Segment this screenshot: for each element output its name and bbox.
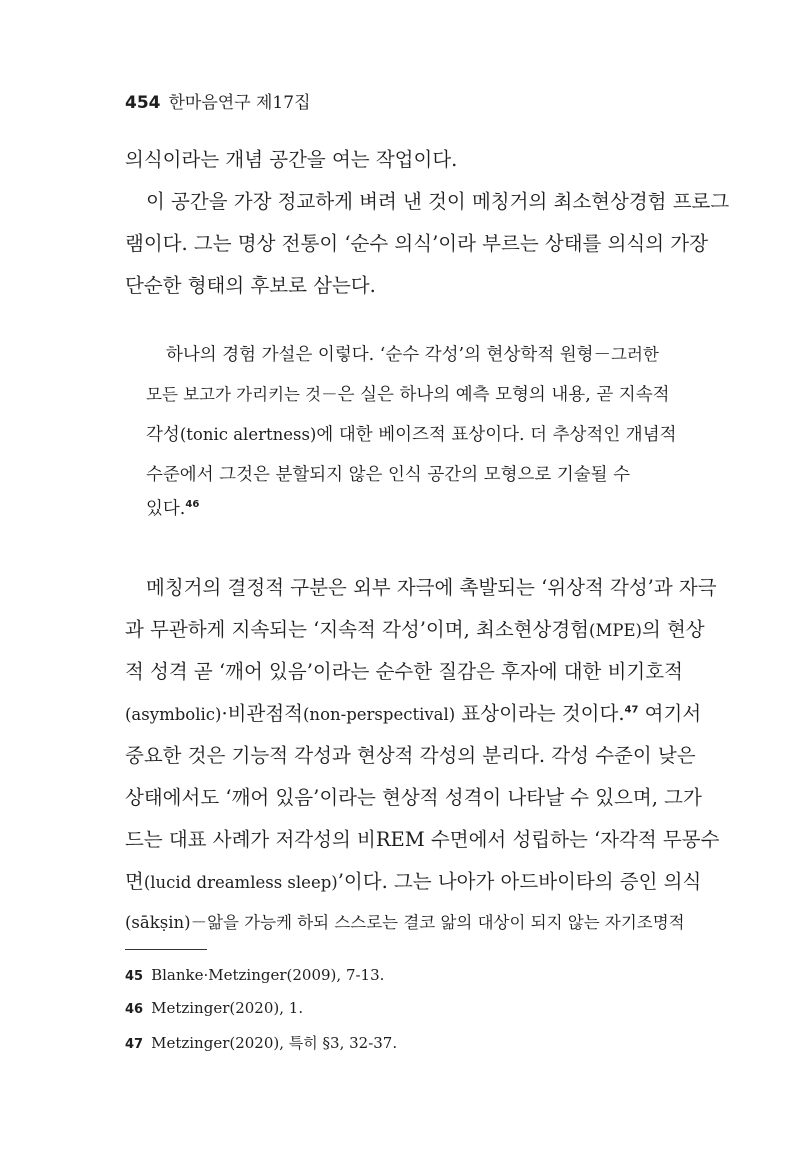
quote-text: 있다. — [146, 499, 186, 519]
footnote-number: 45 — [125, 969, 144, 984]
quote-line — [146, 501, 199, 519]
body-text: 표상이라는 것이다. — [455, 702, 625, 725]
journal-title: 한마음연구 제17집 — [168, 93, 311, 113]
abbreviation: (MPE) — [589, 621, 642, 640]
footnote-number: 47 — [125, 1037, 144, 1052]
page-number: 454 — [125, 93, 161, 113]
term: (non-perspectival) — [303, 705, 456, 724]
body-line: 단순한 형태의 후보로 삼는다. — [125, 274, 376, 297]
footnote-number: 46 — [125, 1002, 144, 1017]
body-line: 적 성격 곧 ‘깨어 있음’이라는 순수한 질감은 후자에 대한 비기호적 — [125, 660, 683, 683]
body-line — [125, 872, 701, 892]
body-line — [125, 620, 705, 640]
body-text: ·비관점적 — [221, 702, 303, 725]
body-line: 메칭거의 결정적 구분은 외부 자극에 촉발되는 ‘위상적 각성’과 자극 — [146, 576, 717, 599]
quote-line — [166, 347, 659, 365]
body-text: ’이다. 그는 나아가 아드바이타의 증인 의식 — [337, 870, 702, 893]
quote-term: (tonic alertness) — [179, 425, 317, 444]
quote-line — [146, 427, 677, 445]
body-line — [125, 704, 701, 724]
quote-text: 에 대한 베이즈적 표상이다. 더 추상적인 개념적 — [316, 425, 677, 445]
body-text: 면 — [125, 870, 144, 893]
running-header — [125, 88, 311, 113]
body-text: 여기서 — [638, 702, 702, 725]
term: (lucid dreamless sleep) — [143, 873, 338, 892]
footnote-ref: 46 — [185, 499, 200, 511]
footnote — [125, 1032, 397, 1053]
term: (asymbolic) — [125, 705, 222, 724]
quote-text: 하나의 경험 가설은 이렇다. ‘순수 각성’의 현상학적 원형－ — [166, 345, 612, 365]
footnote-rule — [125, 949, 207, 950]
quote-line: 수준에서 그것은 분할되지 않은 인식 공간의 모형으로 기술될 수 — [146, 465, 631, 485]
quote-text-small: 그러한 — [611, 345, 659, 364]
body-text-small: －앎을 가능케 하되 스스로는 결코 앎의 대상이 되지 않는 자기조명적 — [190, 913, 685, 932]
footnote-text: Metzinger(2020), 특히 §3, 32-37. — [151, 1034, 398, 1052]
footnote-text: Blanke·Metzinger(2009), 7-13. — [151, 966, 385, 984]
quote-text: 은 실은 하나의 예측 모형의 내용, 곧 지속적 — [337, 385, 670, 405]
footnote — [125, 999, 303, 1017]
quote-text: 각성 — [146, 425, 180, 445]
quote-text-small: 모든 보고가 가리키는 것－ — [146, 385, 338, 404]
body-line: 중요한 것은 기능적 각성과 현상적 각성의 분리다. 각성 수준이 낮은 — [125, 744, 696, 767]
body-line: 상태에서도 ‘깨어 있음’이라는 현상적 성격이 나타날 수 있으며, 그가 — [125, 786, 702, 809]
body-line: 의식이라는 개념 공간을 여는 작업이다. — [125, 148, 458, 171]
body-text: 과 무관하게 지속되는 ‘지속적 각성’이며, 최소현상경험 — [125, 618, 590, 641]
footnote-text: Metzinger(2020), 1. — [151, 999, 304, 1017]
quote-line — [146, 387, 670, 405]
body-line — [125, 912, 685, 932]
body-line: 드는 대표 사례가 저각성의 비REM 수면에서 성립하는 ‘자각적 무몽수 — [125, 828, 720, 851]
body-line: 램이다. 그는 명상 전통이 ‘순수 의식’이라 부르는 상태를 의식의 가장 — [125, 232, 708, 255]
body-line: 이 공간을 가장 정교하게 벼려 낸 것이 메칭거의 최소현상경험 프로그 — [146, 190, 730, 213]
footnote — [125, 966, 384, 984]
term: (sākṣin) — [125, 913, 191, 932]
footnote-ref: 47 — [624, 704, 639, 716]
body-text: 의 현상 — [641, 618, 705, 641]
